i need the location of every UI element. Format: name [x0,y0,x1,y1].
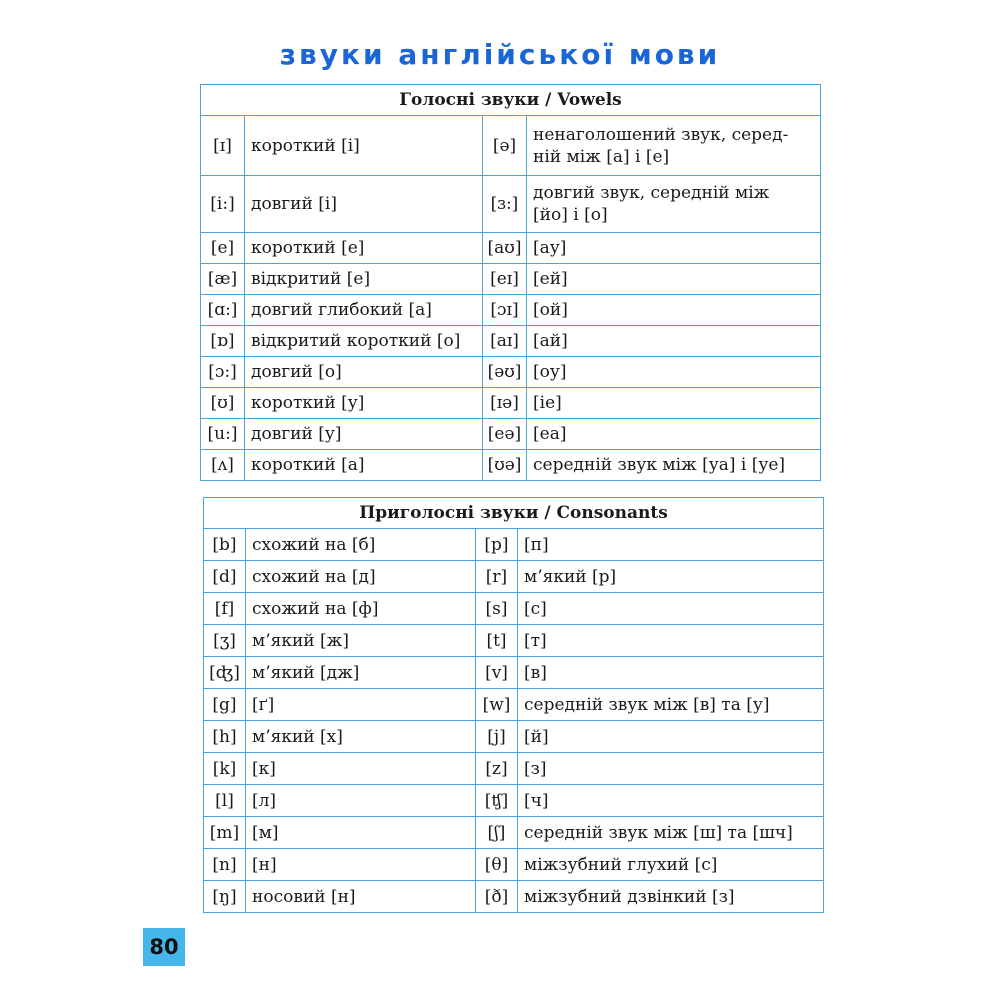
sound-description: м’який [х] [246,721,476,753]
sound-description: [ч] [518,785,824,817]
phonetic-symbol: [ɪ] [201,116,245,176]
sound-description: схожий на [ф] [246,593,476,625]
sound-description: міжзубний дзвінкий [з] [518,881,824,913]
page-number: 80 [143,928,185,966]
sound-description: [з] [518,753,824,785]
sound-description: середній звук між [ш] та [шч] [518,817,824,849]
phonetic-symbol: [ʤ] [204,657,246,689]
phonetic-symbol: [ŋ] [204,881,246,913]
table-row [201,264,821,295]
phonetic-symbol: [i:] [201,176,245,233]
sound-description: [в] [518,657,824,689]
phonetic-symbol: [æ] [201,264,245,295]
consonants-header: Приголосні звуки / Consonants [204,498,824,529]
vowels-header: Голосні звуки / Vowels [201,85,821,116]
phonetic-symbol: [ɔ:] [201,357,245,388]
table-row [204,625,824,657]
phonetic-symbol: [n] [204,849,246,881]
consonants-body [204,529,824,913]
phonetic-symbol: [θ] [476,849,518,881]
phonetic-symbol: [ʒ] [204,625,246,657]
phonetic-symbol: [əʊ] [483,357,527,388]
sound-description: [ей] [527,264,821,295]
sound-description: [ай] [527,326,821,357]
sound-description: середній звук між [в] та [у] [518,689,824,721]
phonetic-symbol: [p] [476,529,518,561]
sound-description: довгий [о] [245,357,483,388]
sound-description: [іе] [527,388,821,419]
phonetic-symbol: [ð] [476,881,518,913]
sound-description: [ґ] [246,689,476,721]
sound-description: [т] [518,625,824,657]
sound-description: [н] [246,849,476,881]
table-row [204,561,824,593]
sound-description: довгий [і] [245,176,483,233]
sound-description: [й] [518,721,824,753]
phonetic-symbol: [g] [204,689,246,721]
phonetic-symbol: [ə] [483,116,527,176]
table-row [204,593,824,625]
sound-description: середній звук між [уа] і [уе] [527,450,821,481]
sound-description: короткий [у] [245,388,483,419]
phonetic-symbol: [aʊ] [483,233,527,264]
sound-description: м’який [дж] [246,657,476,689]
sound-description: [с] [518,593,824,625]
phonetic-symbol: [u:] [201,419,245,450]
phonetic-symbol: [t] [476,625,518,657]
phonetic-symbol: [ʃ] [476,817,518,849]
phonetic-symbol: [s] [476,593,518,625]
page-title: звуки англійської мови [279,38,721,71]
phonetic-symbol: [h] [204,721,246,753]
table-row [201,450,821,481]
phonetic-symbol: [z] [476,753,518,785]
phonetic-symbol: [j] [476,721,518,753]
table-row [204,721,824,753]
phonetic-symbol: [ɒ] [201,326,245,357]
table-row [201,357,821,388]
phonetic-symbol: [d] [204,561,246,593]
table-row [204,529,824,561]
table-row [204,849,824,881]
table-row [204,657,824,689]
phonetic-symbol: [e] [201,233,245,264]
sound-description: короткий [е] [245,233,483,264]
table-row [204,817,824,849]
phonetic-symbol: [v] [476,657,518,689]
phonetic-symbol: [eə] [483,419,527,450]
sound-description: довгий звук, середній між [йо] і [о] [527,176,821,233]
sound-description: довгий глибокий [а] [245,295,483,326]
sound-description: [ой] [527,295,821,326]
table-row [204,785,824,817]
table-row [204,689,824,721]
sound-description: міжзубний глухий [с] [518,849,824,881]
sound-description: [оу] [527,357,821,388]
sound-description: [п] [518,529,824,561]
phonetic-symbol: [ʧ] [476,785,518,817]
table-row [201,233,821,264]
sound-description: [л] [246,785,476,817]
consonants-table [203,497,824,913]
phonetic-symbol: [r] [476,561,518,593]
sound-description: м’який [р] [518,561,824,593]
table-row [201,295,821,326]
sound-description: відкритий [е] [245,264,483,295]
table-row [201,388,821,419]
sound-description: довгий [у] [245,419,483,450]
phonetic-symbol: [ɔɪ] [483,295,527,326]
vowels-body [201,116,821,481]
sound-description: носовий [н] [246,881,476,913]
table-row [201,116,821,176]
table-row [201,326,821,357]
phonetic-symbol: [ʌ] [201,450,245,481]
phonetic-symbol: [ʊə] [483,450,527,481]
sound-description: схожий на [б] [246,529,476,561]
sound-description: схожий на [д] [246,561,476,593]
sound-description: м’який [ж] [246,625,476,657]
sound-description: [ау] [527,233,821,264]
phonetic-symbol: [f] [204,593,246,625]
phonetic-symbol: [w] [476,689,518,721]
vowels-table [200,84,821,481]
phonetic-symbol: [eɪ] [483,264,527,295]
sound-description: короткий [а] [245,450,483,481]
sound-description: відкритий короткий [о] [245,326,483,357]
sound-description: [м] [246,817,476,849]
phonetic-symbol: [b] [204,529,246,561]
sound-description: [к] [246,753,476,785]
phonetic-symbol: [ɑ:] [201,295,245,326]
table-row [204,881,824,913]
phonetic-symbol: [ɜ:] [483,176,527,233]
phonetic-symbol: [ɪə] [483,388,527,419]
phonetic-symbol: [l] [204,785,246,817]
phonetic-symbol: [aɪ] [483,326,527,357]
phonetic-symbol: [k] [204,753,246,785]
table-row [204,753,824,785]
phonetic-symbol: [ʊ] [201,388,245,419]
table-row [201,176,821,233]
table-row [201,419,821,450]
sound-description: [еа] [527,419,821,450]
phonetic-symbol: [m] [204,817,246,849]
sound-description: короткий [і] [245,116,483,176]
sound-description: ненаголошений звук, серед- ній між [а] і [е] [527,116,821,176]
